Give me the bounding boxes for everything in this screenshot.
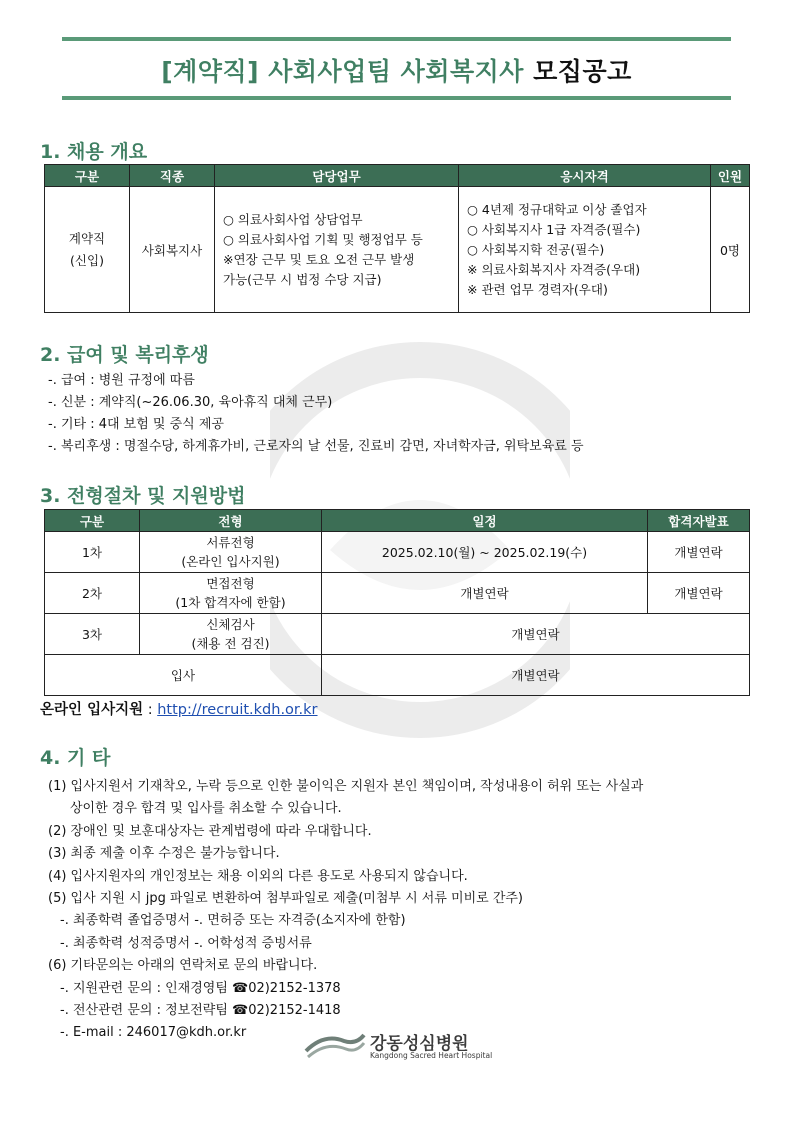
duties-cell	[215, 187, 459, 313]
col-header: 합격자발표	[648, 510, 750, 532]
schedule: 2025.02.10(월) ~ 2025.02.19(수)	[322, 532, 648, 573]
logo-name-korean: 강동성심병원	[370, 1034, 469, 1054]
note-line: (2) 장애인 및 보훈대상자는 관계법령에 따라 우대합니다.	[48, 823, 372, 839]
step: 3차	[45, 614, 140, 655]
duty-line: ※연장 근무 및 토요 오전 근무 발생	[223, 251, 415, 267]
benefit-line: -. 신분 : 계약직(~26.06.30, 육아휴직 대체 근무)	[48, 395, 333, 410]
title-bottom-rule	[62, 96, 731, 100]
col-header: 직종	[130, 165, 215, 187]
qualification-line: ※ 의료사회복지사 자격증(우대)	[467, 261, 641, 277]
qualifications-cell	[459, 187, 711, 313]
step: 1차	[45, 532, 140, 573]
qualification-line: ※ 관련 업무 경력자(우대)	[467, 281, 608, 297]
page-title: [계약직] 사회사업팀 사회복지사 모집공고	[161, 57, 632, 86]
note-line: -. 최종학력 졸업증명서 -. 면허증 또는 자격증(소지자에 한함)	[60, 913, 406, 929]
note-line: (5) 입사 지원 시 jpg 파일로 변환하여 첨부파일로 제출(미첨부 시 서류 미비로 간주)	[48, 891, 524, 907]
note-line: -. 최종학력 성적증명서 -. 어학성적 증빙서류	[60, 935, 312, 951]
logo-wave-icon	[304, 1029, 366, 1063]
title-top-rule	[62, 37, 731, 41]
qualification-line: ○ 4년제 정규대학교 이상 졸업자	[467, 201, 647, 217]
stage: 서류전형 (온라인 입사지원)	[140, 532, 322, 573]
note-line: -. E-mail : 246017@kdh.or.kr	[60, 1025, 247, 1041]
table-row	[45, 655, 750, 696]
col-header: 구분	[45, 165, 130, 187]
headcount: 0명	[711, 187, 750, 313]
col-header: 인원	[711, 165, 750, 187]
recruit-overview-table	[44, 164, 750, 313]
section-2-heading: 2. 급여 및 복리후생	[40, 344, 209, 366]
qualification-line: ○ 사회복지사 1급 자격증(필수)	[467, 221, 641, 237]
note-line: (6) 기타문의는 아래의 연락처로 문의 바랍니다.	[48, 958, 318, 974]
stage: 신체검사 (채용 전 검진)	[140, 614, 322, 655]
table-row	[45, 614, 750, 655]
logo-name-english: Kangdong Sacred Heart Hospital	[370, 1051, 493, 1060]
schedule: 개별연락	[322, 573, 648, 614]
section-3-heading: 3. 전형절차 및 지원방법	[40, 485, 246, 507]
online-apply-label: 온라인 입사지원	[40, 702, 144, 718]
table-row	[45, 573, 750, 614]
announcement: 개별연락	[648, 532, 750, 573]
col-header: 전형	[140, 510, 322, 532]
step: 2차	[45, 573, 140, 614]
section-1-heading: 1. 채용 개요	[40, 141, 148, 163]
schedule: 개별연락	[322, 614, 750, 655]
announcement: 개별연락	[648, 573, 750, 614]
qualification-line: ○ 사회복지학 전공(필수)	[467, 241, 605, 257]
hospital-logo	[304, 1027, 494, 1067]
benefit-line: -. 복리후생 : 명절수당, 하계휴가비, 근로자의 날 선물, 진료비 감면, 자녀학자금, 위탁보육료 등	[48, 439, 584, 454]
notes-list	[48, 776, 643, 1045]
stage: 면접전형 (1차 합격자에 한함)	[140, 573, 322, 614]
col-header: 응시자격	[459, 165, 711, 187]
benefit-line: -. 급여 : 병원 규정에 따름	[48, 373, 195, 388]
table-row	[45, 532, 750, 573]
col-header: 구분	[45, 510, 140, 532]
benefit-line: -. 기타 : 4대 보험 및 중식 제공	[48, 417, 224, 432]
schedule: 개별연락	[322, 655, 750, 696]
duty-line: ○ 의료사회사업 기획 및 행정업무 등	[223, 231, 423, 247]
note-line: 상이한 경우 합격 및 입사를 취소할 수 있습니다.	[70, 801, 342, 817]
employment-type: 계약직 (신입)	[45, 187, 130, 313]
col-header: 일정	[322, 510, 648, 532]
col-header: 담당업무	[215, 165, 459, 187]
step: 입사	[45, 655, 322, 696]
online-apply-line: 온라인 입사지원 : http://recruit.kdh.or.kr	[40, 702, 318, 718]
note-line: (4) 입사지원자의 개인정보는 채용 이외의 다른 용도로 사용되지 않습니다.	[48, 868, 468, 884]
section-4-heading: 4. 기 타	[40, 747, 111, 769]
note-line: -. 지원관련 문의 : 인재경영팀 ☎02)2152-1378	[60, 980, 341, 996]
note-line: (1) 입사지원서 기재착오, 누락 등으로 인한 불이익은 지원자 본인 책임이며, 작성내용이 허위 또는 사실과	[48, 779, 644, 794]
recruit-site-link[interactable]: http://recruit.kdh.or.kr	[157, 702, 318, 718]
duty-line: ○ 의료사회사업 상담업무	[223, 211, 363, 227]
note-line: (3) 최종 제출 이후 수정은 불가능합니다.	[48, 846, 280, 862]
selection-process-table	[44, 509, 750, 696]
duty-line: 가능(근무 시 법정 수당 지급)	[223, 271, 382, 287]
note-line: -. 전산관련 문의 : 정보전략팀 ☎02)2152-1418	[60, 1003, 341, 1019]
job-type: 사회복지사	[130, 187, 215, 313]
